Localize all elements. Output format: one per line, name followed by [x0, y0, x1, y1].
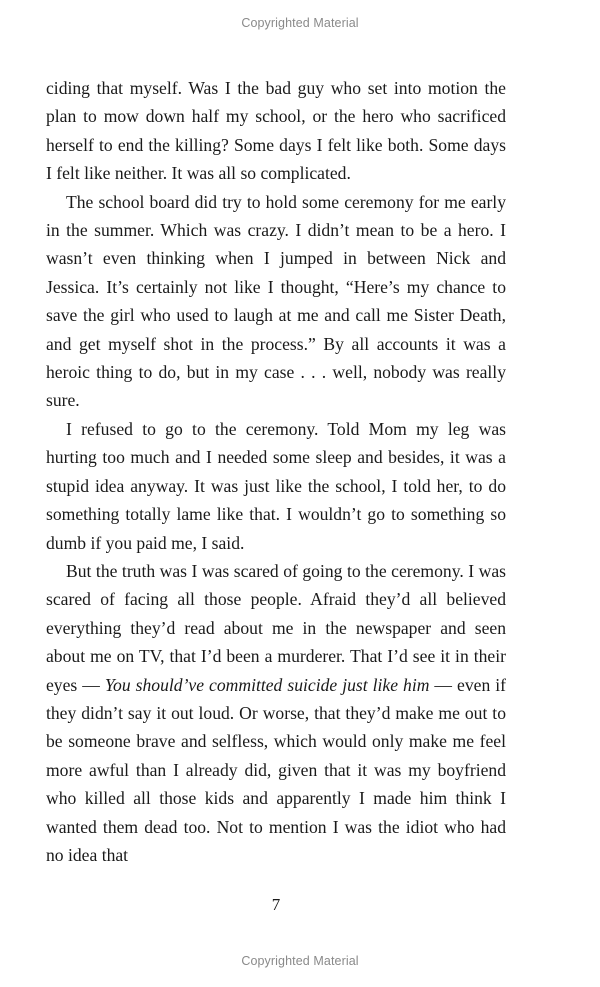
- copyright-watermark-top: Copyrighted Material: [241, 16, 359, 30]
- paragraph-4-text-b: — even if they didn’t say it out loud. Or worse, that they’d make me out to be someone brave and selfless, which would only make me feel more awful than I already did, given that it was my boyfriend who killed all those kids and apparently I made him think I wanted them dead too. Not to mention I was the idiot who had no idea that: [46, 674, 506, 865]
- paragraph-4-italic-quote: You should’ve committed suicide just like him: [104, 674, 430, 695]
- page-number: 7: [271, 895, 281, 914]
- paragraph-3-text: I refused to go to the ceremony. Told Mom my leg was hurting too much and I needed some sleep and besides, it was a stupid idea anyway. It was just like the school, I told her, to do something totally lame like that. I wouldn’t go to something so dumb if you paid me, I said.: [46, 418, 506, 553]
- paragraph-4: [46, 557, 506, 869]
- paragraph-1: [46, 74, 506, 188]
- paragraph-1-text: ciding that myself. Was I the bad guy who set into motion the plan to mow down half my school, or the hero who sacrificed herself to end the killing? Some days I felt like both. Some days I felt like neither. It was all so complicated.: [46, 78, 506, 184]
- paragraph-2-text: The school board did try to hold some ceremony for me early in the summer. Which was crazy. I didn’t mean to be a hero. I wasn’t even thinking when I jumped in between Nick and Jessica. It’s certainly not like I thought, “Here’s my chance to save the girl who used to laugh at me and call me Sister Death, and get myself shot in the process.” By all accounts it was a heroic thing to do, but in my case . . . well, nobody was really sure.: [46, 191, 506, 411]
- paragraph-2: [46, 188, 506, 415]
- body-text: [46, 74, 506, 869]
- paragraph-3: [46, 415, 506, 557]
- paragraph-4-text-a: But the truth was I was scared of going to the ceremony. I was scared of facing all those people. Afraid they’d all believed everything they’d read about me in the newspaper and seen about me on TV, that I’d been a murderer. That I’d see it in their eyes —: [46, 560, 506, 695]
- copyright-watermark-bottom: Copyrighted Material: [241, 954, 359, 968]
